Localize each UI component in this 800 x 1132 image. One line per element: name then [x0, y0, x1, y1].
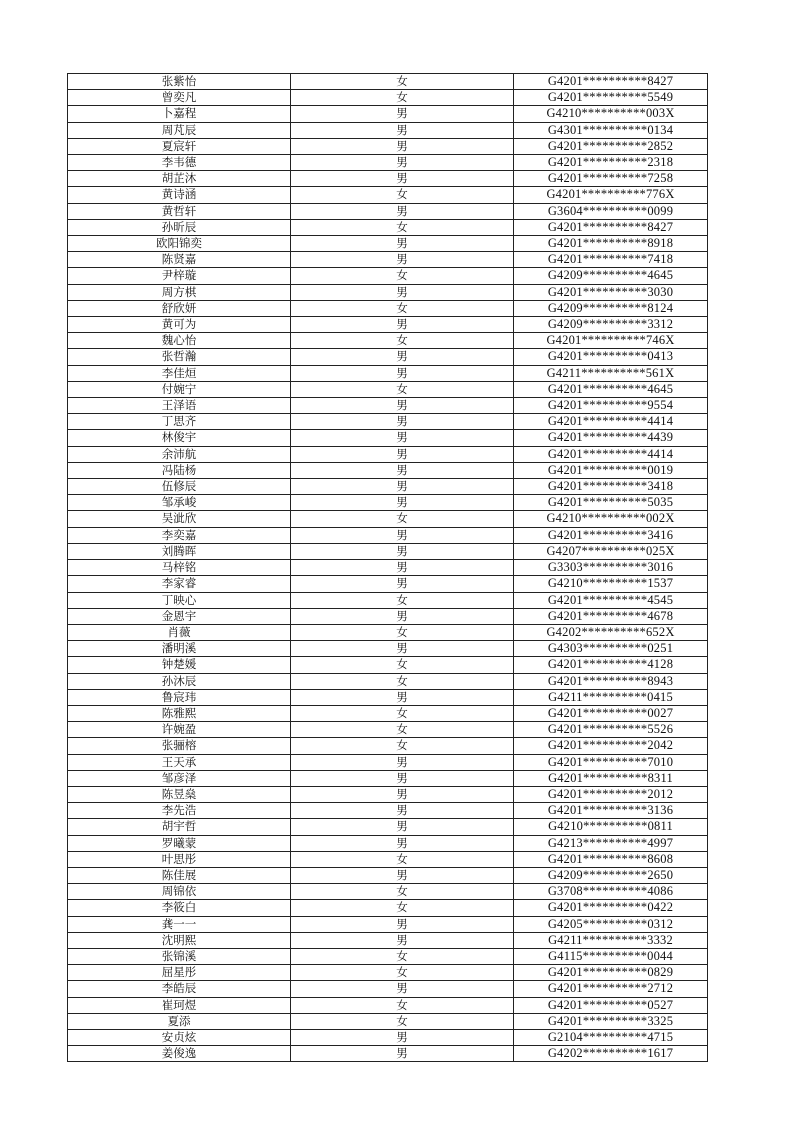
gender-cell: 女	[291, 300, 514, 316]
gender-cell: 男	[291, 138, 514, 154]
table-row	[68, 349, 708, 365]
gender-cell: 男	[291, 236, 514, 252]
gender-cell: 女	[291, 333, 514, 349]
id-number-cell: G4201**********2318	[514, 155, 708, 171]
table-row	[68, 657, 708, 673]
gender-cell: 男	[291, 349, 514, 365]
gender-cell: 男	[291, 1046, 514, 1062]
student-name-cell: 冯陆杨	[68, 462, 291, 478]
gender-cell: 男	[291, 770, 514, 786]
table-row	[68, 722, 708, 738]
gender-cell: 男	[291, 1029, 514, 1045]
id-number-cell: G4201**********4645	[514, 381, 708, 397]
table-row	[68, 479, 708, 495]
id-number-cell: G4201**********3418	[514, 479, 708, 495]
table-row	[68, 543, 708, 559]
id-number-cell: G4201**********0422	[514, 900, 708, 916]
id-number-cell: G3604**********0099	[514, 203, 708, 219]
gender-cell: 男	[291, 122, 514, 138]
gender-cell: 女	[291, 884, 514, 900]
table-row	[68, 122, 708, 138]
gender-cell: 男	[291, 203, 514, 219]
id-number-cell: G4201**********0027	[514, 705, 708, 721]
id-number-cell: G4202**********652X	[514, 624, 708, 640]
student-name-cell: 卜嘉程	[68, 106, 291, 122]
table-row	[68, 203, 708, 219]
table-row	[68, 430, 708, 446]
table-row	[68, 819, 708, 835]
gender-cell: 男	[291, 543, 514, 559]
gender-cell: 男	[291, 171, 514, 187]
table-row	[68, 138, 708, 154]
student-name-cell: 丁映心	[68, 592, 291, 608]
student-name-cell: 钟楚媛	[68, 657, 291, 673]
table-row	[68, 155, 708, 171]
table-row	[68, 495, 708, 511]
table-row	[68, 754, 708, 770]
gender-cell: 男	[291, 495, 514, 511]
gender-cell: 女	[291, 722, 514, 738]
student-name-cell: 孙沐辰	[68, 673, 291, 689]
gender-cell: 男	[291, 430, 514, 446]
student-name-cell: 周方棋	[68, 284, 291, 300]
student-name-cell: 张哲瀚	[68, 349, 291, 365]
table-row	[68, 738, 708, 754]
student-name-cell: 张骊榕	[68, 738, 291, 754]
id-number-cell: G4210**********1537	[514, 576, 708, 592]
gender-cell: 女	[291, 187, 514, 203]
table-row	[68, 867, 708, 883]
table-row	[68, 884, 708, 900]
gender-cell: 男	[291, 835, 514, 851]
table-row	[68, 414, 708, 430]
table-row	[68, 268, 708, 284]
id-number-cell: G4201**********4545	[514, 592, 708, 608]
student-name-cell: 叶思彤	[68, 851, 291, 867]
table-row	[68, 770, 708, 786]
table-row	[68, 511, 708, 527]
id-number-cell: G4201**********5035	[514, 495, 708, 511]
gender-cell: 男	[291, 689, 514, 705]
student-name-cell: 王天承	[68, 754, 291, 770]
id-number-cell: G4201**********2712	[514, 981, 708, 997]
gender-cell: 男	[291, 462, 514, 478]
table-row	[68, 90, 708, 106]
student-name-cell: 安贞炫	[68, 1029, 291, 1045]
id-number-cell: G4205**********0312	[514, 916, 708, 932]
student-name-cell: 魏心怡	[68, 333, 291, 349]
gender-cell: 男	[291, 981, 514, 997]
id-number-cell: G4201**********2852	[514, 138, 708, 154]
gender-cell: 男	[291, 106, 514, 122]
table-row	[68, 916, 708, 932]
gender-cell: 女	[291, 948, 514, 964]
table-row	[68, 641, 708, 657]
student-name-cell: 李奕嘉	[68, 527, 291, 543]
id-number-cell: G3303**********3016	[514, 560, 708, 576]
student-name-cell: 丁思齐	[68, 414, 291, 430]
id-number-cell: G4201**********3030	[514, 284, 708, 300]
gender-cell: 男	[291, 560, 514, 576]
gender-cell: 女	[291, 219, 514, 235]
table-row	[68, 462, 708, 478]
student-name-cell: 屈星彤	[68, 965, 291, 981]
id-number-cell: G4210**********003X	[514, 106, 708, 122]
student-name-cell: 姜俊逸	[68, 1046, 291, 1062]
id-number-cell: G4201**********5549	[514, 90, 708, 106]
id-number-cell: G4201**********8608	[514, 851, 708, 867]
table-row	[68, 948, 708, 964]
student-name-cell: 吴泚欣	[68, 511, 291, 527]
table-row	[68, 333, 708, 349]
table-row	[68, 106, 708, 122]
table-row	[68, 527, 708, 543]
student-name-cell: 张紫怡	[68, 74, 291, 90]
gender-cell: 男	[291, 754, 514, 770]
student-name-cell: 崔珂煜	[68, 997, 291, 1013]
table-row	[68, 900, 708, 916]
gender-cell: 男	[291, 398, 514, 414]
table-row	[68, 1046, 708, 1062]
student-name-cell: 舒欣妍	[68, 300, 291, 316]
gender-cell: 女	[291, 268, 514, 284]
id-number-cell: G4210**********002X	[514, 511, 708, 527]
id-number-cell: G3708**********4086	[514, 884, 708, 900]
student-name-cell: 李韦德	[68, 155, 291, 171]
id-number-cell: G4201**********7418	[514, 252, 708, 268]
table-row	[68, 446, 708, 462]
gender-cell: 男	[291, 317, 514, 333]
gender-cell: 男	[291, 414, 514, 430]
gender-cell: 男	[291, 932, 514, 948]
student-name-cell: 李皓辰	[68, 981, 291, 997]
table-row	[68, 673, 708, 689]
id-number-cell: G4303**********0251	[514, 641, 708, 657]
gender-cell: 女	[291, 74, 514, 90]
id-number-cell: G4201**********8427	[514, 74, 708, 90]
student-name-cell: 李先浩	[68, 803, 291, 819]
student-name-cell: 林俊宇	[68, 430, 291, 446]
id-number-cell: G4201**********8918	[514, 236, 708, 252]
student-name-cell: 邹承峻	[68, 495, 291, 511]
gender-cell: 男	[291, 284, 514, 300]
table-row	[68, 398, 708, 414]
table-row	[68, 786, 708, 802]
id-number-cell: G4201**********4678	[514, 608, 708, 624]
table-row	[68, 236, 708, 252]
id-number-cell: G4201**********0019	[514, 462, 708, 478]
student-name-cell: 李佳烜	[68, 365, 291, 381]
id-number-cell: G2104**********4715	[514, 1029, 708, 1045]
gender-cell: 女	[291, 90, 514, 106]
id-number-cell: G4201**********776X	[514, 187, 708, 203]
student-name-cell: 胡宇哲	[68, 819, 291, 835]
gender-cell: 男	[291, 155, 514, 171]
table-row	[68, 624, 708, 640]
student-name-cell: 黄诗涵	[68, 187, 291, 203]
table-row	[68, 835, 708, 851]
student-name-cell: 陈昱燊	[68, 786, 291, 802]
id-number-cell: G4201**********8311	[514, 770, 708, 786]
student-name-cell: 黄哲轩	[68, 203, 291, 219]
table-row	[68, 851, 708, 867]
gender-cell: 男	[291, 252, 514, 268]
table-row	[68, 997, 708, 1013]
table-row	[68, 317, 708, 333]
student-name-cell: 马梓铭	[68, 560, 291, 576]
table-row	[68, 1029, 708, 1045]
gender-cell: 男	[291, 867, 514, 883]
table-row	[68, 592, 708, 608]
student-roster-table	[67, 73, 708, 1062]
student-name-cell: 龚一一	[68, 916, 291, 932]
student-name-cell: 邹彦泽	[68, 770, 291, 786]
gender-cell: 女	[291, 900, 514, 916]
id-number-cell: G4201**********4128	[514, 657, 708, 673]
student-name-cell: 夏宸轩	[68, 138, 291, 154]
student-name-cell: 沈明熙	[68, 932, 291, 948]
gender-cell: 男	[291, 916, 514, 932]
id-number-cell: G4201**********0413	[514, 349, 708, 365]
student-name-cell: 付婉宁	[68, 381, 291, 397]
id-number-cell: G4201**********3416	[514, 527, 708, 543]
gender-cell: 男	[291, 608, 514, 624]
student-name-cell: 黄可为	[68, 317, 291, 333]
student-name-cell: 夏添	[68, 1013, 291, 1029]
student-name-cell: 潘明溪	[68, 641, 291, 657]
id-number-cell: G4201**********2042	[514, 738, 708, 754]
table-row	[68, 187, 708, 203]
student-name-cell: 肖薇	[68, 624, 291, 640]
id-number-cell: G4201**********5526	[514, 722, 708, 738]
table-row	[68, 932, 708, 948]
student-name-cell: 孙昕辰	[68, 219, 291, 235]
id-number-cell: G4209**********4645	[514, 268, 708, 284]
id-number-cell: G4201**********4439	[514, 430, 708, 446]
gender-cell: 男	[291, 365, 514, 381]
student-name-cell: 鲁宸玮	[68, 689, 291, 705]
table-row	[68, 965, 708, 981]
gender-cell: 女	[291, 624, 514, 640]
gender-cell: 男	[291, 786, 514, 802]
gender-cell: 男	[291, 479, 514, 495]
student-name-cell: 陈佳展	[68, 867, 291, 883]
id-number-cell: G4201**********4414	[514, 446, 708, 462]
roster-body	[68, 74, 708, 1062]
id-number-cell: G4201**********4414	[514, 414, 708, 430]
student-name-cell: 张锦溪	[68, 948, 291, 964]
id-number-cell: G4201**********0527	[514, 997, 708, 1013]
table-row	[68, 981, 708, 997]
table-row	[68, 252, 708, 268]
table-row	[68, 171, 708, 187]
table-row	[68, 1013, 708, 1029]
gender-cell: 男	[291, 803, 514, 819]
table-row	[68, 219, 708, 235]
id-number-cell: G4210**********0811	[514, 819, 708, 835]
id-number-cell: G4201**********7258	[514, 171, 708, 187]
table-row	[68, 74, 708, 90]
id-number-cell: G4201**********7010	[514, 754, 708, 770]
id-number-cell: G4201**********0829	[514, 965, 708, 981]
gender-cell: 女	[291, 381, 514, 397]
gender-cell: 女	[291, 592, 514, 608]
gender-cell: 女	[291, 738, 514, 754]
id-number-cell: G4201**********2012	[514, 786, 708, 802]
student-name-cell: 李筱白	[68, 900, 291, 916]
id-number-cell: G4211**********561X	[514, 365, 708, 381]
student-name-cell: 陈雅熙	[68, 705, 291, 721]
table-row	[68, 300, 708, 316]
table-row	[68, 284, 708, 300]
id-number-cell: G4201**********746X	[514, 333, 708, 349]
table-row	[68, 705, 708, 721]
id-number-cell: G4201**********8943	[514, 673, 708, 689]
id-number-cell: G4211**********0415	[514, 689, 708, 705]
student-name-cell: 胡芷沐	[68, 171, 291, 187]
gender-cell: 女	[291, 965, 514, 981]
id-number-cell: G4201**********3136	[514, 803, 708, 819]
gender-cell: 女	[291, 997, 514, 1013]
gender-cell: 男	[291, 819, 514, 835]
gender-cell: 女	[291, 851, 514, 867]
id-number-cell: G4213**********4997	[514, 835, 708, 851]
id-number-cell: G4211**********3332	[514, 932, 708, 948]
gender-cell: 男	[291, 446, 514, 462]
table-row	[68, 576, 708, 592]
table-row	[68, 365, 708, 381]
id-number-cell: G4201**********8427	[514, 219, 708, 235]
student-name-cell: 李家睿	[68, 576, 291, 592]
gender-cell: 男	[291, 527, 514, 543]
student-name-cell: 刘腾晖	[68, 543, 291, 559]
student-name-cell: 陈贤嘉	[68, 252, 291, 268]
table-row	[68, 803, 708, 819]
student-name-cell: 罗曦蒙	[68, 835, 291, 851]
gender-cell: 女	[291, 657, 514, 673]
table-row	[68, 608, 708, 624]
student-name-cell: 周芃辰	[68, 122, 291, 138]
gender-cell: 男	[291, 641, 514, 657]
id-number-cell: G4207**********025X	[514, 543, 708, 559]
student-name-cell: 欧阳锦奕	[68, 236, 291, 252]
table-row	[68, 381, 708, 397]
id-number-cell: G4209**********2650	[514, 867, 708, 883]
gender-cell: 女	[291, 1013, 514, 1029]
gender-cell: 女	[291, 705, 514, 721]
table-row	[68, 689, 708, 705]
id-number-cell: G4209**********3312	[514, 317, 708, 333]
id-number-cell: G4201**********3325	[514, 1013, 708, 1029]
student-name-cell: 许婉盈	[68, 722, 291, 738]
id-number-cell: G4301**********0134	[514, 122, 708, 138]
student-name-cell: 伍修辰	[68, 479, 291, 495]
student-name-cell: 周锦依	[68, 884, 291, 900]
id-number-cell: G4201**********9554	[514, 398, 708, 414]
student-name-cell: 金恩宇	[68, 608, 291, 624]
table-row	[68, 560, 708, 576]
student-name-cell: 余沛航	[68, 446, 291, 462]
gender-cell: 男	[291, 576, 514, 592]
id-number-cell: G4115**********0044	[514, 948, 708, 964]
gender-cell: 女	[291, 511, 514, 527]
id-number-cell: G4209**********8124	[514, 300, 708, 316]
gender-cell: 女	[291, 673, 514, 689]
id-number-cell: G4202**********1617	[514, 1046, 708, 1062]
student-name-cell: 曾奕凡	[68, 90, 291, 106]
student-name-cell: 王泽语	[68, 398, 291, 414]
student-name-cell: 尹梓璇	[68, 268, 291, 284]
